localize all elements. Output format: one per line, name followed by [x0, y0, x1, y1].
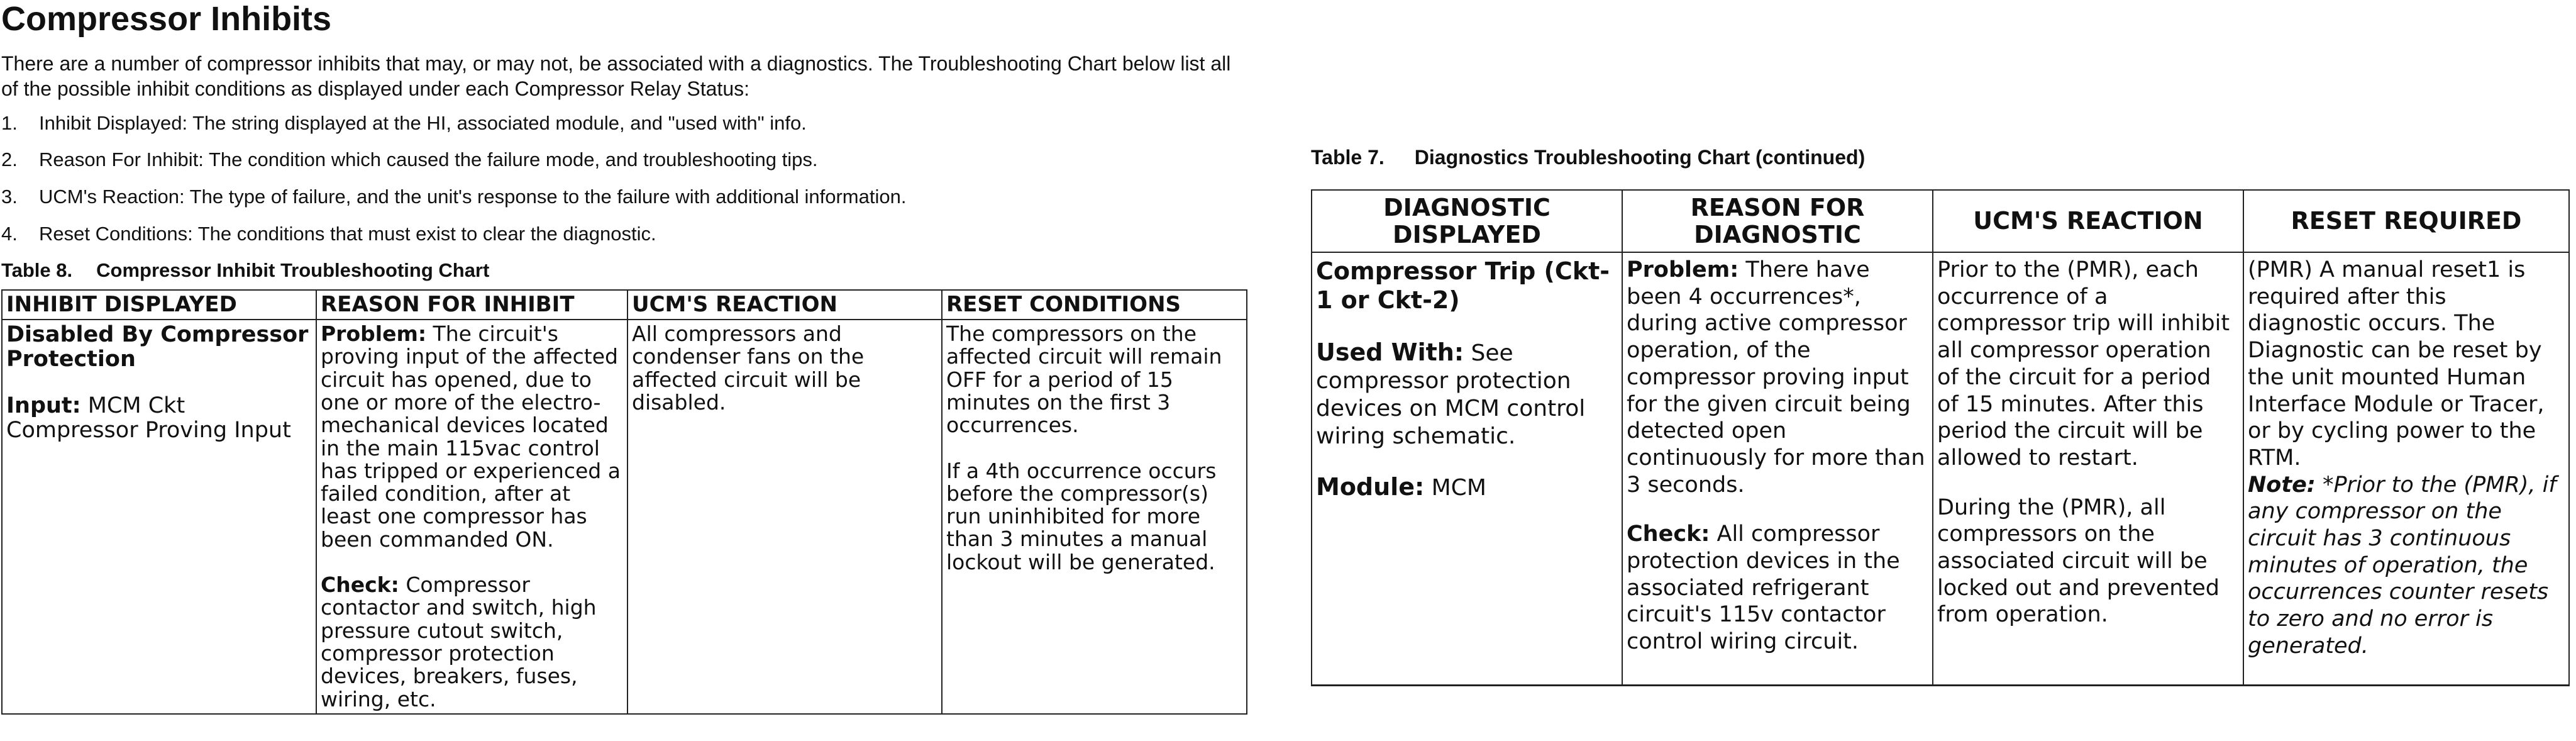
table8-caption	[1, 259, 1249, 282]
table-cell	[2243, 252, 2569, 686]
check-text: Compressor contactor and switch, high pressure cutout switch, compressor protection devices, breakers, fuses, wiring, etc.	[321, 572, 597, 711]
diagnostic-title: Compressor Trip (Ckt-1 or Ckt-2)	[1316, 257, 1610, 315]
reset-text-2: If a 4th occurrence occurs before the compressor(s) run uninhibited for more than 3 minutes a manual lockout will be generated.	[946, 458, 1217, 574]
table8	[1, 289, 1247, 715]
list-number: 2.	[1, 148, 18, 171]
list-number: 3.	[1, 186, 18, 208]
note-text: *Prior to the (PMR), if any compressor on the circuit has 3 continuous minutes of operation, the occurrences counter resets to zero and no error is generated.	[2248, 472, 2557, 659]
reaction-text-2: During the (PMR), all compressors on the associated circuit will be locked out and prevented from operation.	[1937, 494, 2219, 628]
table-header-cell: REASON FOR DIAGNOSTIC	[1622, 190, 1933, 252]
problem-text: There have been 4 occurrences*, during active compressor operation, of the compressor proving input for the given circuit being detected open continuously for more than 3 seconds.	[1627, 257, 1925, 498]
table-header-cell: INHIBIT DISPLAYED	[2, 290, 316, 320]
problem-label: Problem:	[1627, 257, 1739, 283]
table7-caption-tag: Table 7.	[1311, 146, 1385, 169]
table-header-cell: DIAGNOSTIC DISPLAYED	[1312, 190, 1622, 252]
check-text: All compressor protection devices in the associated refrigerant circuit's 115v contactor control wiring circuit.	[1627, 521, 1900, 655]
used-with-text: See compressor protection devices on MCM control wiring schematic.	[1316, 340, 1586, 449]
list-item	[1, 148, 1249, 172]
inhibit-title: Disabled By Compressor Protection	[6, 322, 309, 372]
list-item	[1, 222, 1249, 247]
reaction-text-1: Prior to the (PMR), each occurrence of a compressor trip will inhibit all compressor operation of the circuit for a period of 15 minutes. After this period the circuit will be allowed to restart.	[1937, 257, 2230, 471]
list-text: Reset Conditions: The conditions that must exist to clear the diagnostic.	[39, 222, 656, 245]
section-title: Compressor Inhibits	[1, 0, 332, 38]
table-header-row	[2, 290, 1247, 320]
table-cell	[1933, 252, 2243, 686]
table-cell	[1622, 252, 1933, 686]
left-column	[1, 1, 1249, 715]
table-cell	[316, 320, 627, 714]
reaction-text: All compressors and condenser fans on the affected circuit will be disabled.	[632, 321, 865, 415]
table-cell	[627, 320, 942, 714]
list-number: 1.	[1, 111, 18, 134]
table7-caption	[1311, 146, 2568, 169]
section-intro: There are a number of compressor inhibits that may, or may not, be associated with a diagnostics. The Troubleshooting Chart below list all of the possible inhibit conditions as displayed under each Compressor Relay Status:	[1, 52, 1231, 100]
table-header-cell: REASON FOR INHIBIT	[316, 290, 627, 320]
table-cell	[942, 320, 1247, 714]
table7	[1311, 189, 2570, 686]
module-text: MCM	[1431, 475, 1486, 501]
right-column	[1311, 146, 2568, 686]
table-header-cell: UCM'S REACTION	[1933, 190, 2243, 252]
table-row	[2, 320, 1247, 714]
table-header-cell: RESET REQUIRED	[2243, 190, 2569, 252]
list-text: Reason For Inhibit: The condition which caused the failure mode, and troubleshooting tips.	[39, 148, 818, 171]
module-label: Module:	[1316, 473, 1425, 501]
table-header-cell: UCM'S REACTION	[627, 290, 942, 320]
used-with-label: Used With:	[1316, 338, 1464, 366]
problem-label: Problem:	[321, 321, 427, 347]
table8-caption-title: Compressor Inhibit Troubleshooting Chart	[96, 259, 490, 281]
list-item	[1, 111, 1249, 136]
table-cell	[1312, 252, 1622, 686]
list-text: Inhibit Displayed: The string displayed at the HI, associated module, and "used with" info.	[39, 111, 807, 134]
reset-text-1: The compressors on the affected circuit will remain OFF for a period of 15 minutes on the first 3 occurrences.	[946, 321, 1222, 438]
list-text: UCM's Reaction: The type of failure, and the unit's response to the failure with additional information.	[39, 186, 907, 208]
list-number: 4.	[1, 222, 18, 245]
table-header-cell: RESET CONDITIONS	[942, 290, 1247, 320]
check-label: Check:	[321, 572, 399, 598]
input-text: MCM Ckt Compressor Proving Input	[6, 393, 291, 443]
table-row	[1312, 252, 2569, 686]
steps-list	[1, 111, 1249, 247]
table8-caption-tag: Table 8.	[1, 259, 73, 281]
table7-caption-title: Diagnostics Troubleshooting Chart (continued)	[1414, 146, 1866, 169]
problem-text: The circuit's proving input of the affected circuit has opened, due to one or more of the electro-mechanical devices located in the main 115vac control has tripped or experienced a failed condition, after at least one compressor has been commanded ON.	[321, 321, 621, 552]
input-label: Input:	[6, 393, 81, 419]
note-label: Note:	[2248, 472, 2316, 498]
table-cell	[2, 320, 316, 714]
reset-text: (PMR) A manual reset1 is required after this diagnostic occurs. The Diagnostic can be reset by the unit mounted Human Interface Module or Tracer, or by cycling power to the RTM.	[2248, 257, 2545, 471]
check-label: Check:	[1627, 521, 1710, 547]
table-header-row	[1312, 190, 2569, 252]
list-item	[1, 185, 1249, 209]
